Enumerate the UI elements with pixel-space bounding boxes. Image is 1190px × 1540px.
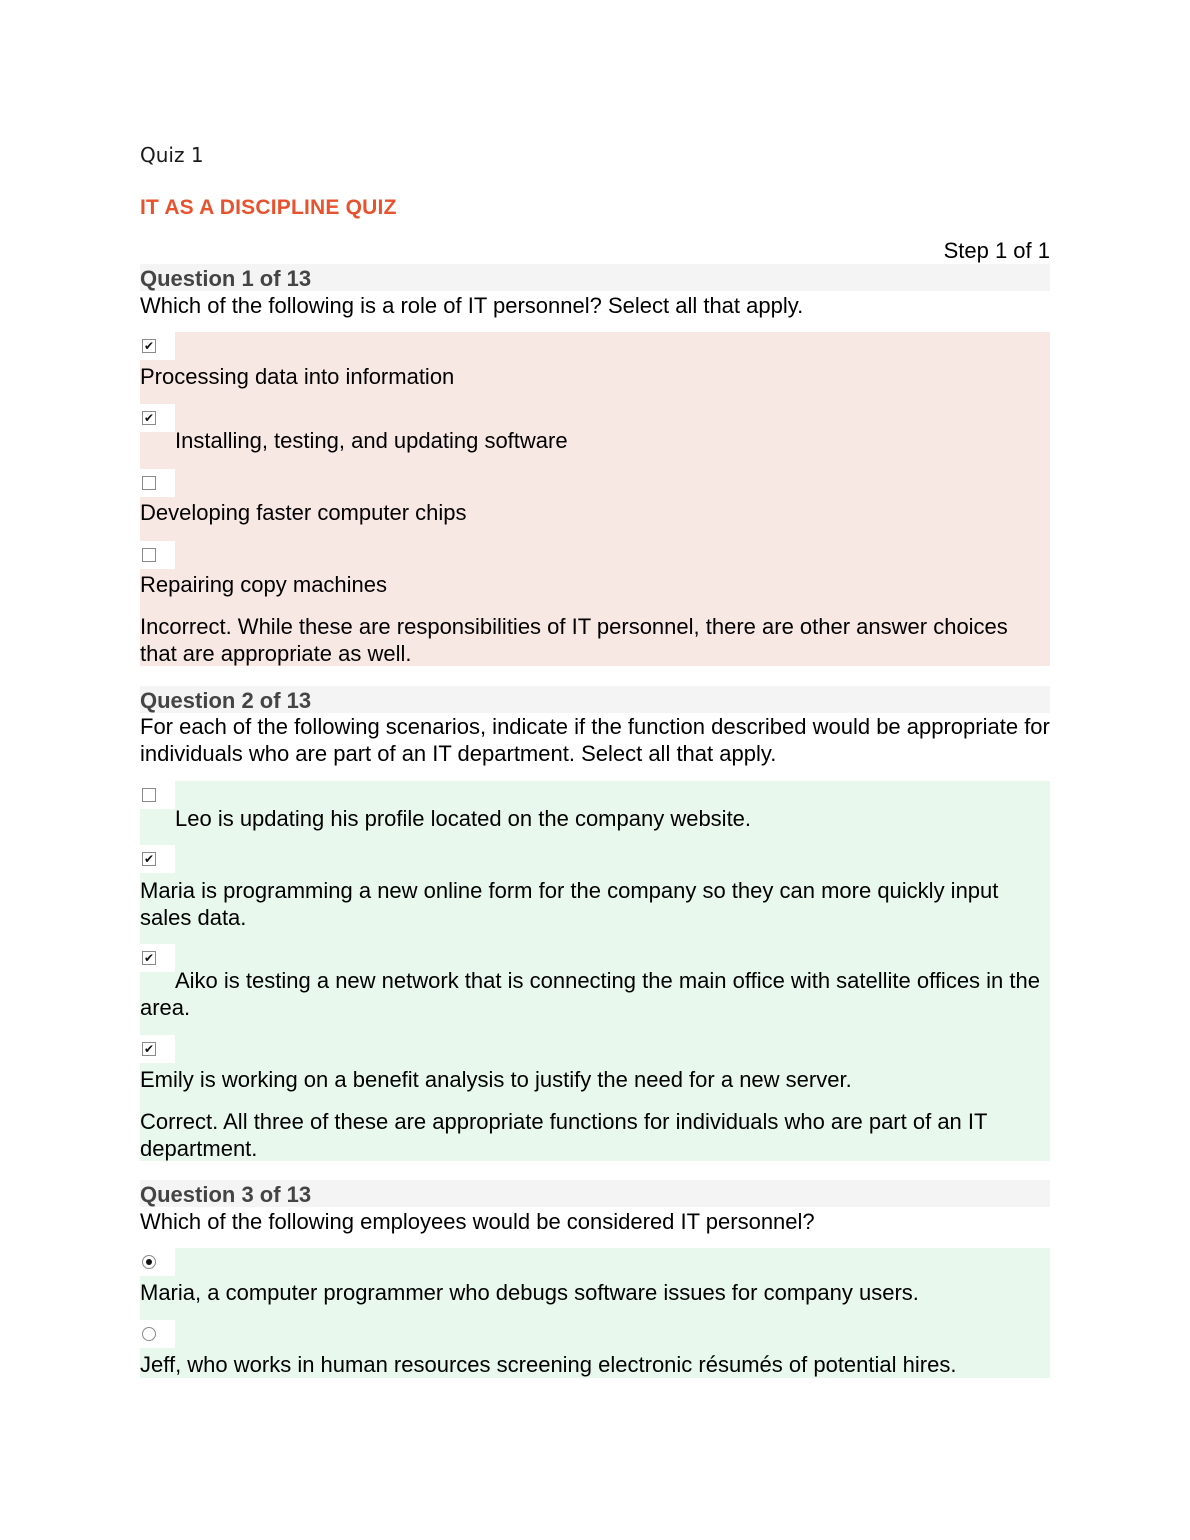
quiz-heading: IT AS A DISCIPLINE QUIZ	[140, 196, 397, 219]
question-1-feedback: Incorrect. While these are responsibilities of IT personnel, there are other answer choices that are appropriate as well.	[140, 614, 1008, 666]
checkbox-unchecked-icon[interactable]	[142, 788, 156, 802]
question-1-text: Which of the following is a role of IT personnel? Select all that apply.	[140, 293, 804, 318]
checkbox-checked-icon[interactable]: ✔	[143, 411, 155, 425]
question-2-feedback: Correct. All three of these are appropriate functions for individuals who are part of an IT department.	[140, 1109, 988, 1161]
q1-option-3-label: Developing faster computer chips	[140, 500, 467, 525]
checkbox-checked-icon[interactable]: ✔	[143, 339, 155, 353]
q2-option-4-label: Emily is working on a benefit analysis to justify the need for a new server.	[140, 1067, 852, 1092]
q2-option-2-label: Maria is programming a new online form for the company so they can more quickly input sales data.	[140, 878, 999, 930]
question-3-text: Which of the following employees would be considered IT personnel?	[140, 1209, 815, 1234]
question-2-text: For each of the following scenarios, indicate if the function described would be appropriate for individuals who are part of an IT department. Select all that apply.	[140, 714, 1050, 766]
question-1-answer-block	[140, 332, 1050, 666]
checkbox-checked-icon[interactable]: ✔	[143, 852, 155, 866]
radio-selected-icon[interactable]	[142, 1255, 156, 1269]
q1-option-4-label: Repairing copy machines	[140, 572, 388, 597]
question-2-header: Question 2 of 13	[140, 686, 1050, 713]
question-1-header: Question 1 of 13	[140, 264, 1050, 291]
step-indicator: Step 1 of 1	[943, 238, 1050, 263]
q2-option-1-label: Leo is updating his profile located on the company website.	[175, 806, 752, 831]
checkbox-unchecked-icon[interactable]	[142, 548, 156, 562]
q1-option-1-label: Processing data into information	[140, 364, 455, 389]
checkbox-unchecked-icon[interactable]	[142, 476, 156, 490]
question-3-header: Question 3 of 13	[140, 1180, 1050, 1207]
checkbox-checked-icon[interactable]: ✔	[143, 951, 155, 965]
q3-option-2-label: Jeff, who works in human resources screening electronic résumés of potential hires.	[140, 1352, 957, 1377]
question-2-answer-block	[140, 781, 1050, 1161]
checkbox-checked-icon[interactable]: ✔	[143, 1042, 155, 1056]
document-title: Quiz 1	[140, 143, 204, 167]
question-3-answer-block	[140, 1248, 1050, 1378]
q2-option-3-label: Aiko is testing a new network that is connecting the main office with satellite offices in the area.	[140, 968, 1040, 1020]
q3-option-1-label: Maria, a computer programmer who debugs software issues for company users.	[140, 1280, 919, 1305]
radio-unselected-icon[interactable]	[142, 1327, 156, 1341]
q1-option-2-label: Installing, testing, and updating software	[175, 428, 568, 453]
